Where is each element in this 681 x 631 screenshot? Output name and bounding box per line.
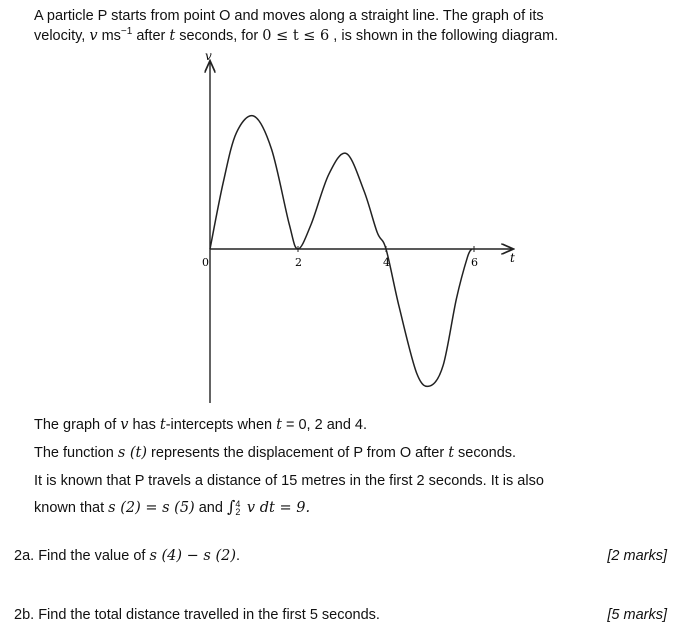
intro-unit-sup: −1 <box>120 26 133 37</box>
marks-2b: [5 marks] <box>607 607 667 623</box>
question-text: Find the total distance travelled in the first 5 seconds. <box>34 607 380 623</box>
body-text: and <box>194 500 227 516</box>
body-math: t <box>448 445 455 461</box>
integral-lower: 2 <box>235 507 241 518</box>
body-math: s (t) <box>117 445 148 461</box>
intro-math-range: 0 ≤ t ≤ 6 <box>262 27 330 44</box>
intro-text: after <box>132 27 170 44</box>
question-text: . <box>235 548 241 564</box>
body-math: v <box>120 417 129 433</box>
integral-upper: 4 <box>235 499 241 510</box>
question-label: 2b. <box>14 607 35 623</box>
intro-unit: ms <box>97 27 121 44</box>
x-tick-label: 2 <box>295 256 302 269</box>
body-text: -intercepts when <box>165 417 277 433</box>
question-2b <box>14 607 380 623</box>
body-math: t <box>276 417 282 433</box>
intro-text: velocity, <box>34 27 90 44</box>
integral-sign: ∫ <box>226 497 236 516</box>
body-text: known that <box>34 500 109 516</box>
intro-line-1: A particle P starts from point O and moves along a straight line. The graph of its <box>34 8 544 24</box>
body-line-1 <box>34 417 367 433</box>
marks-2a: [2 marks] <box>607 548 667 564</box>
body-text: The graph of <box>34 417 121 433</box>
intro-text: , is shown in the following diagram. <box>329 27 559 44</box>
body-text: = 0, 2 and 4. <box>281 417 368 433</box>
question-label: 2a. <box>14 548 35 564</box>
question-math: s (4) − s (2) <box>149 548 236 564</box>
body-text: The function <box>34 445 118 461</box>
body-text: has <box>128 417 160 433</box>
body-math: t <box>159 417 166 433</box>
intro-math-v: v <box>89 27 98 44</box>
body-math: s (2) = s (5) <box>108 500 195 516</box>
x-tick-label: 4 <box>383 256 390 269</box>
body-math: v dt = 9. <box>242 500 311 516</box>
velocity-curve <box>210 116 472 387</box>
x-tick-label: 6 <box>471 256 478 269</box>
intro-math-t: t <box>169 27 176 44</box>
body-text: seconds. <box>454 445 517 461</box>
question-text: Find the value of <box>34 548 150 564</box>
body-line-3: It is known that P travels a distance of 15 metres in the first 2 seconds. It is also <box>34 473 544 489</box>
body-line-4 <box>34 497 310 516</box>
x-axis-label: t <box>510 251 515 265</box>
intro-line-2 <box>34 26 558 44</box>
intro-text: seconds, for <box>175 27 263 44</box>
y-axis-label: v <box>205 49 212 63</box>
body-line-2 <box>34 445 516 461</box>
integral-limits <box>235 500 240 516</box>
question-2a <box>14 548 240 564</box>
body-text: represents the displacement of P from O after <box>147 445 449 461</box>
x-tick-label: 0 <box>202 256 209 269</box>
